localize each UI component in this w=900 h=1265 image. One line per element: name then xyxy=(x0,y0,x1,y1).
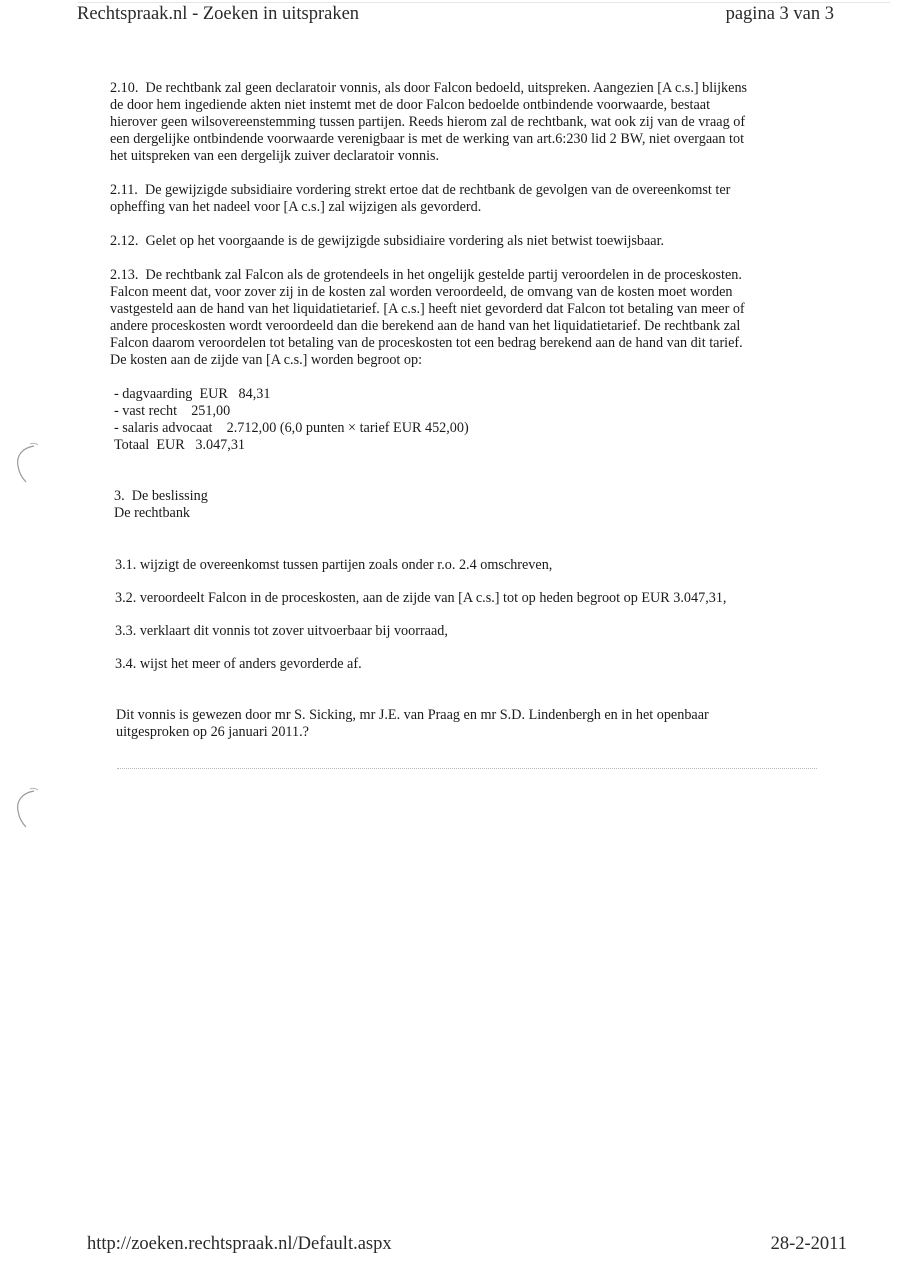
text-line: andere proceskosten wordt veroordeeld dan die berekend aan de hand van het liquidatietarief. De rechtbank zal xyxy=(110,318,741,334)
text-line: Dit vonnis is gewezen door mr S. Sicking, mr J.E. van Praag en mr S.D. Lindenbergh en in het openbaar xyxy=(116,707,709,723)
text-line: 2.11. De gewijzigde subsidiaire vordering strekt ertoe dat de rechtbank de gevolgen van de overeenkomst ter xyxy=(110,182,731,198)
decision-heading-block xyxy=(110,488,815,522)
text-line: Falcon daarom veroordelen tot betaling van de proceskosten tot een bedrag berekend aan de hand van dit tarief. xyxy=(110,335,743,351)
header-scan-line xyxy=(78,2,890,3)
footer-url: http://zoeken.rechtspraak.nl/Default.aspx xyxy=(87,1234,392,1254)
text-line: opheffing van het nadeel voor [A c.s.] zal wijzigen als gevorderd. xyxy=(110,199,482,215)
closing-statement xyxy=(110,707,815,741)
text-line: een dergelijke ontbindende voorwaarde verenigbaar is met de werking van art.6:230 lid 2 BW, niet overgaan tot xyxy=(110,131,745,147)
cost-item-salaris: - salaris advocaat 2.712,00 (6,0 punten × tarief EUR 452,00) xyxy=(114,420,469,436)
text-line: De kosten aan de zijde van [A c.s.] worden begroot op: xyxy=(110,352,423,368)
text-line: 2.13. De rechtbank zal Falcon als de grotendeels in het ongelijk gestelde partij veroordelen in de proceskosten. xyxy=(110,267,742,283)
document-body xyxy=(110,80,815,741)
text-line: vastgesteld aan de hand van het liquidatietarief. [A c.s.] heeft niet gevorderd dat Falcon tot betaling van meer of xyxy=(110,301,745,317)
separator-line xyxy=(117,768,817,769)
text-line: uitgesproken op 26 januari 2011.? xyxy=(116,724,309,740)
text-line: 2.10. De rechtbank zal geen declaratoir vonnis, als door Falcon bedoeld, uitspreken. Aangezien [A c.s.] blijkens xyxy=(110,80,748,96)
decision-subheading: De rechtbank xyxy=(114,505,191,521)
punch-hole-icon xyxy=(12,440,38,484)
decision-heading: 3. De beslissing xyxy=(114,488,208,504)
decision-item-3-3: 3.3. verklaart dit vonnis tot zover uitvoerbaar bij voorraad, xyxy=(115,623,448,639)
paragraph-2-12 xyxy=(110,233,815,250)
cost-total: Totaal EUR 3.047,31 xyxy=(114,437,246,453)
cost-item-dagvaarding: - dagvaarding EUR 84,31 xyxy=(114,386,271,402)
text-line: Falcon meent dat, voor zover zij in de kosten zal worden veroordeeld, de omvang van de kosten moet worden xyxy=(110,284,733,300)
decision-item-3-1: 3.1. wijzigt de overeenkomst tussen partijen zoals onder r.o. 2.4 omschreven, xyxy=(115,557,553,573)
text-line: hierover geen wilsovereenstemming tussen partijen. Reeds hierom zal de rechtbank, wat ook zij van de vraag of xyxy=(110,114,746,130)
paragraph-2-10 xyxy=(110,80,815,165)
header-title: Rechtspraak.nl - Zoeken in uitspraken xyxy=(77,4,360,24)
text-line: het uitspreken van een dergelijk zuiver declaratoir vonnis. xyxy=(110,148,440,164)
punch-hole-icon xyxy=(12,785,38,829)
cost-item-vast-recht: - vast recht 251,00 xyxy=(114,403,231,419)
header-page-number: pagina 3 van 3 xyxy=(725,4,834,24)
cost-list xyxy=(110,386,815,454)
text-line: de door hem ingediende akten niet instemt met de door Falcon bedoelde ontbindende voorwaarde, bestaat xyxy=(110,97,711,113)
paragraph-2-11 xyxy=(110,182,815,216)
footer-date: 28-2-2011 xyxy=(770,1234,847,1254)
paragraph-2-13 xyxy=(110,267,815,369)
text-line: 2.12. Gelet op het voorgaande is de gewijzigde subsidiaire vordering als niet betwist toewijsbaar. xyxy=(110,233,665,249)
decision-item-3-4: 3.4. wijst het meer of anders gevorderde af. xyxy=(115,656,362,672)
decision-item-3-2: 3.2. veroordeelt Falcon in de proceskosten, aan de zijde van [A c.s.] tot op heden begroot op EUR 3.047,31, xyxy=(115,590,727,606)
decision-list xyxy=(110,557,815,673)
